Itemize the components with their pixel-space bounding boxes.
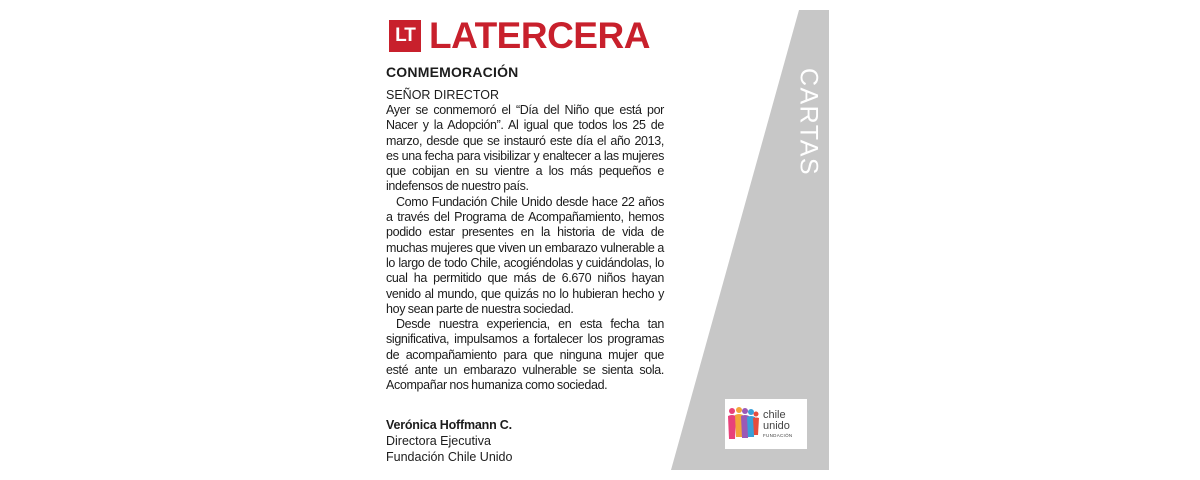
masthead-badge: LT (389, 20, 421, 52)
section-panel (671, 10, 829, 470)
signer-role: Directora Ejecutiva (386, 434, 491, 448)
letter-salutation: SEÑOR DIRECTOR (386, 88, 499, 102)
logo-line-2: unido (763, 419, 790, 432)
letter-body (386, 103, 664, 394)
masthead-name: LATERCERA (429, 15, 650, 56)
chile-unido-logo (725, 399, 807, 449)
signer-organization: Fundación Chile Unido (386, 450, 513, 464)
logo-line-1: chile (763, 408, 786, 421)
letter-paragraph: Como Fundación Chile Unido desde hace 22 años a través del Programa de Acompañamiento, hemos podido estar presentes en la historia de vida de muchas mujeres que viven un embarazo vulnerable a lo largo de todo Chile, acogiéndolas y cuidándolas, lo cual ha permitido que más de 6.670 niños hayan venido al mundo, que quizás no lo hubieran hecho y hoy sean parte de nuestra sociedad. (386, 194, 664, 316)
newspaper-clipping (383, 0, 833, 480)
signer-name: Verónica Hoffmann C. (386, 418, 512, 432)
letter-paragraph: Ayer se conmemoró el “Día del Niño que está por Nacer y la Adopción”. Al igual que todos los 25 de marzo, desde que se instauró este día el año 2013, es una fecha para visibilizar y enaltecer a las mujeres que cobijan en su vientre a los más pequeños e indefensos de nuestro país. (386, 103, 664, 194)
section-label (795, 62, 821, 182)
chile-unido-people-icon (725, 405, 761, 443)
logo-wordmark (763, 410, 792, 439)
letter-paragraph: Desde nuestra experiencia, en esta fecha tan significativa, impulsamos a fortalecer los programas de acompañamiento para que ninguna mujer que esté ante un embarazo vulnerable se sienta sola. Acompañar nos humaniza como sociedad. (386, 317, 664, 393)
letter-headline: CONMEMORACIÓN (386, 64, 519, 80)
logo-line-3: FUNDACIÓN (763, 432, 793, 438)
masthead (389, 15, 650, 56)
letter-article (386, 63, 664, 394)
section-label-text: CARTAS (794, 67, 823, 177)
letter-signature (386, 417, 666, 465)
